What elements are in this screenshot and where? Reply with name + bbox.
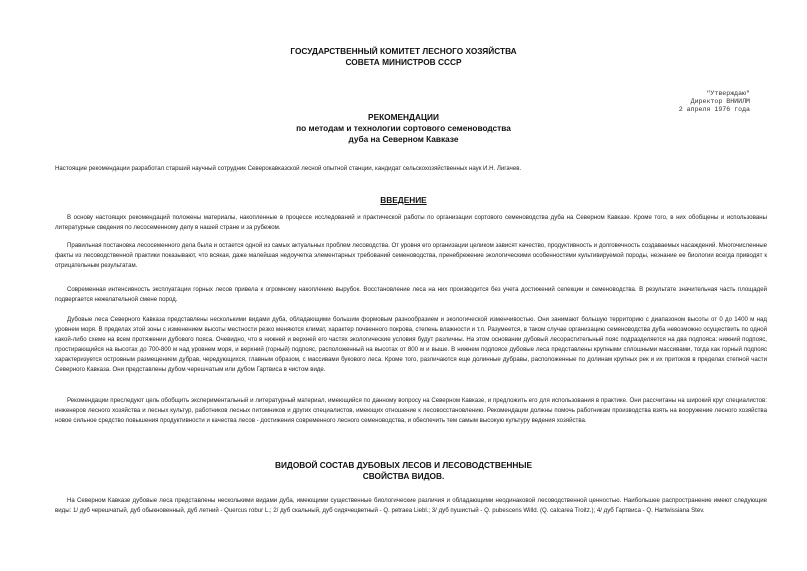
approval-line1: "Утверждаю" xyxy=(706,90,750,97)
section-heading-text: ВВЕДЕНИЕ xyxy=(380,195,427,205)
species-paragraph: На Северном Кавказе дубовые леса представлены несколькими видами дуба, имеющими существенные биологические различия и обладающими неодинаковой лесоводственной ценностью. Наибольшее распространение имеют следующие виды: 1/ дуб черешчатый, дуб обыкновенный, дуб летний - Quercus robur L.; 2/ дуб скальный, дуб сидячецветный - Q. petraea Liebl.; 3/ дуб пушистый - Q. pubescens Willd. (Q. calcarea Troitz.); 4/ дуб Гартвиса - Q. Hartwissiana Stev. xyxy=(55,497,767,514)
intro-paragraph-1: В основу настоящих рекомендаций положены материалы, накопленные в процессе исследований и практической работы по организации сортового семеноводства дуба на Северном Кавказе. Кроме того, в них обобщены и использованы литературные сведения по лесосеменному делу в нашей стране и за рубежом. xyxy=(55,214,767,231)
approval-stamp xyxy=(560,90,750,114)
org-title-line1: ГОСУДАРСТВЕННЫЙ КОМИТЕТ ЛЕСНОГО ХОЗЯЙСТВА xyxy=(290,46,517,56)
approval-line3: 2 апреля 1976 года xyxy=(678,106,750,113)
intro-paragraph-3: Современная интенсивность эксплуатации горных лесов привела к огромному накоплению вырубок. Восстановление леса на них производится без учета достижений селекции и семеноводства. В результате значительная часть площадей подвергается нежелательной смене пород. xyxy=(55,286,767,303)
intro-paragraph-2: Правильная постановка лесосеменного дела была и остается одной из самых актуальных проблем лесоводства. От уровня его организации целиком зависят качество, продуктивность и долговечность создаваемых насаждений. Многочисленные факты из лесоводственной практики показывают, что всякая, даже малейшая недоучетка элементарных требований семеноводства, пренебрежение экологическими особенностями культивируемой породы, незнание ее биологии всегда приводят к отрицательным результатам. xyxy=(55,242,767,269)
section2-heading-line1: ВИДОВОЙ СОСТАВ ДУБОВЫХ ЛЕСОВ И ЛЕСОВОДСТВЕННЫЕ xyxy=(274,460,533,470)
org-title-line2: СОВЕТА МИНИСТРОВ СССР xyxy=(345,57,462,67)
doc-subtitle-line1: по методам и технологии сортового семеноводства xyxy=(296,123,511,133)
intro-paragraph-5: Рекомендации преследуют цель обобщить экспериментальный и литературный материал, имеющийся по данному вопросу на Северном Кавказе, и предложить его для использования в практике. Они рассчитаны на широкий круг специалистов: инженеров лесного хозяйства и лесных культур, работников лесных питомников и других специалистов, имеющих отношение к лесовосстановлению. Рекомендации должны помочь работникам производства взять на вооружение лесного хозяйства новое сильное средство повышения продуктивности и качества лесов - достижения современного лесного семеноводства, и обеспечить тем самым высокую культуру ведения хозяйства. xyxy=(55,397,767,424)
doc-title: РЕКОМЕНДАЦИИ xyxy=(368,112,439,122)
section-heading-introduction xyxy=(0,195,807,205)
author-note: Настоящие рекомендации разработал старший научный сотрудник Северокавказской лесной опытной станции, кандидат сельскохозяйственных наук И.Н. Лигачев. xyxy=(55,165,522,172)
doc-subtitle-line2: дуба на Северном Кавказе xyxy=(348,134,459,144)
intro-paragraph-4: Дубовые леса Северного Кавказа представлены несколькими видами дуба, обладающими большим формовым разнообразием и экологической изменчивостью. Они занимают большую территорию с диапазоном высоты от 0 до 1400 м над уровнем моря. В пределах этой зоны с изменением высоты местности резко меняются климат, характер почвенного покрова, степень влажности и т.п. Разумеется, в таком случае организацию семеноводства дуба невозможно осуществить по одной какой-либо схеме на всем протяжении дубового пояса. Очевидно, что в нижней и верхней его частях экологические условия будут различны. На этом основании дубовый лесорастительный пояс подразделяется на два подпояса: нижний подпояс, простирающийся на высотах до 700-800 м над уровнем моря, и верхний (горный) подпояс, расположенный на высотах от 800 м и выше. В нижнем подпоясе дубовые леса представлены крупными сплошными массивами, тогда как горный подпояс характеризуется островным размещением дубрав, чередующихся, главным образом, с массивами букового леса. Кроме того, различаются еще долинные дубравы, расположенные по долинам крупных рек и их притоков в пределах степной части Северного Кавказа. Они представлены дубом черешчатым или дубом Гартвиса в чистом виде. xyxy=(55,316,767,373)
approval-line2: Директор ВНИИЛМ xyxy=(690,98,750,105)
section2-heading-line2: СВОЙСТВА ВИДОВ. xyxy=(362,471,445,481)
